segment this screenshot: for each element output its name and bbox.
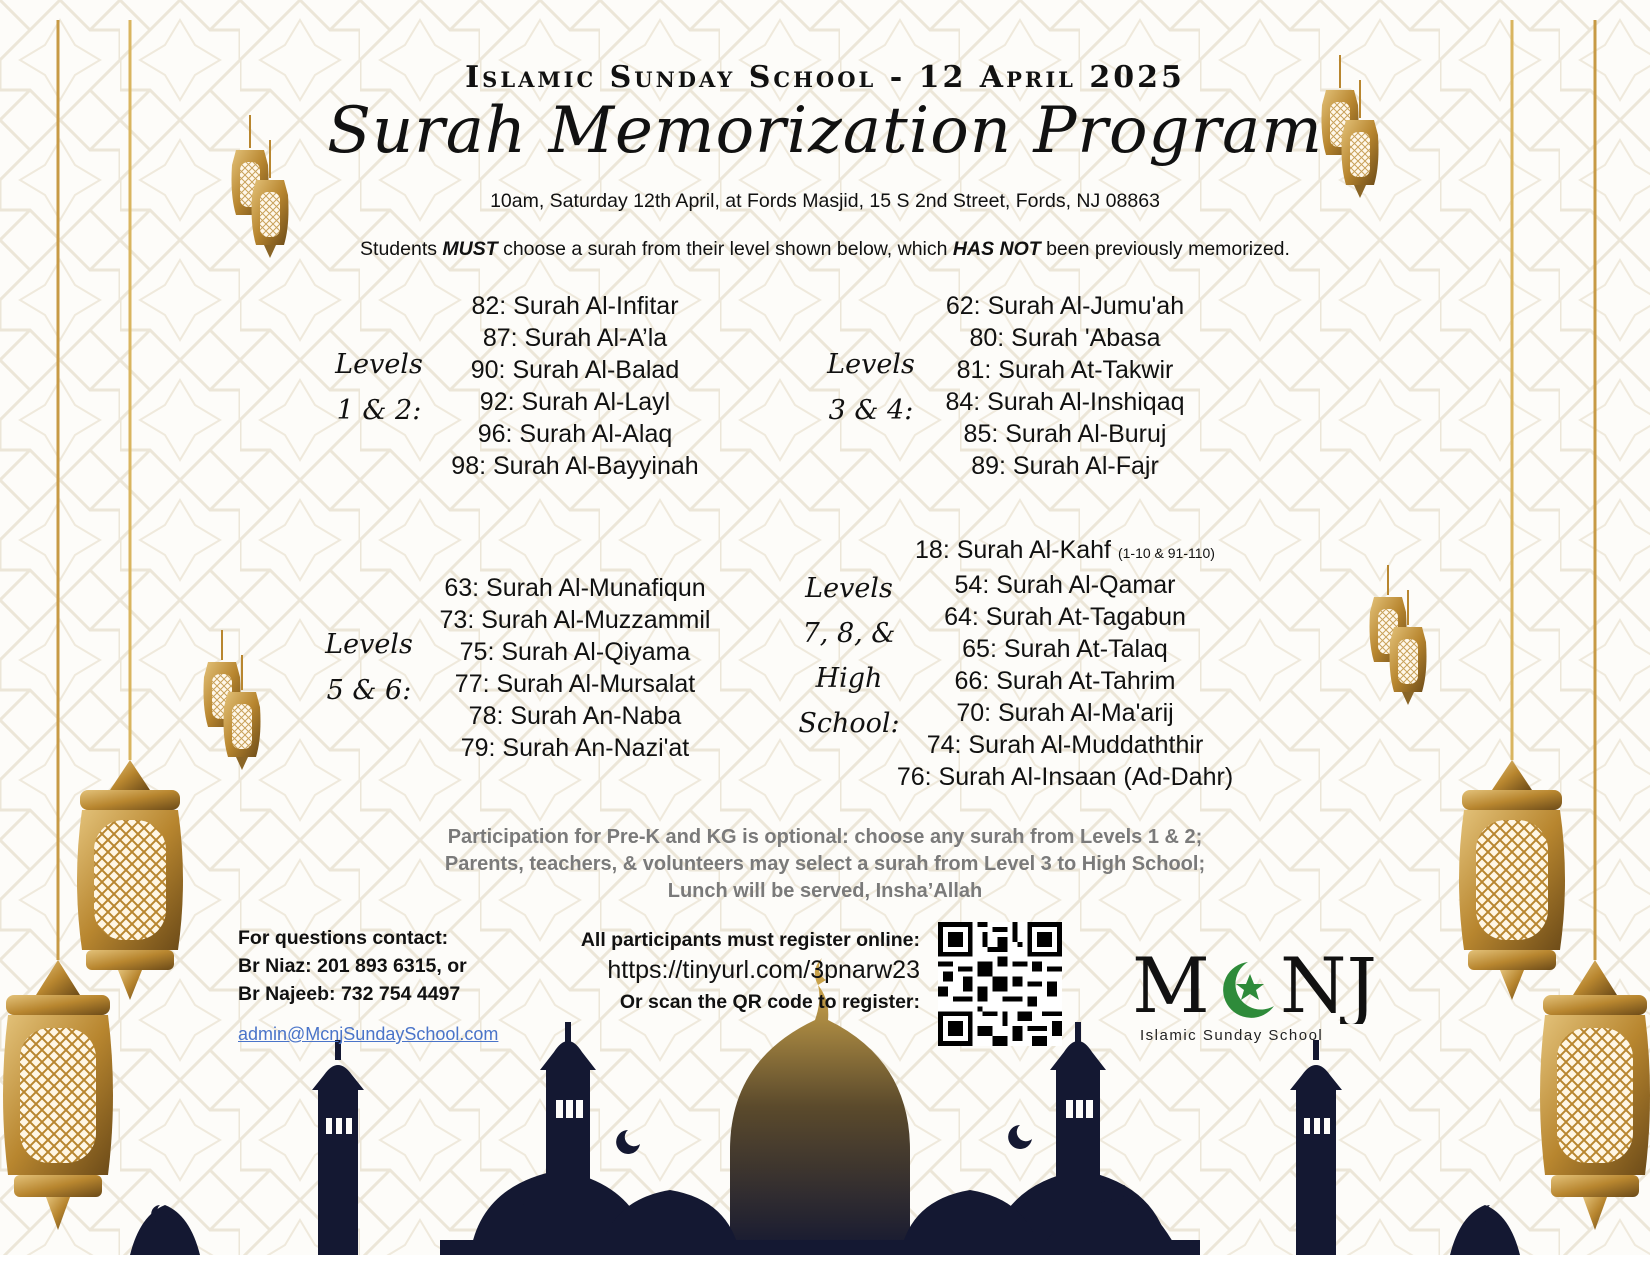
note-line: Lunch will be served, Insha’Allah — [667, 880, 983, 902]
surah-item: 84: Surah Al-Inshiqaq — [945, 388, 1185, 416]
level-label-line: High — [815, 663, 883, 694]
qr-instruction: Or scan the QR code to register: — [619, 991, 920, 1013]
level-label-line: Levels — [827, 349, 915, 380]
surah-item: 66: Surah At-Tahrim — [954, 667, 1176, 695]
surah-item: 87: Surah Al-A’la — [482, 324, 668, 352]
registration-block — [560, 929, 920, 1014]
instruction-must: MUST — [442, 238, 498, 260]
surah-item-kahf — [870, 534, 1260, 569]
surah-item: 82: Surah Al-Infitar — [471, 292, 679, 320]
surah-list-levels-5-6 — [420, 572, 730, 764]
event-info: 10am, Saturday 12th April, at Fords Masjid, 15 S 2nd Street, Fords, NJ 08863 — [490, 190, 1160, 212]
surah-item: 76: Surah Al-Insaan (Ad-Dahr) — [896, 763, 1234, 791]
level-label-3-4 — [812, 342, 930, 434]
surah-item: 63: Surah Al-Munafiqun — [444, 574, 706, 602]
surah-list-levels-1-2 — [430, 290, 720, 482]
logo-subtitle: Islamic Sunday School — [1140, 1027, 1324, 1044]
note-line: Parents, teachers, & volunteers may select a surah from Level 3 to High School; — [444, 853, 1206, 875]
surah-item: 70: Surah Al-Ma'arij — [956, 699, 1174, 727]
surah-item: 62: Surah Al-Jumu'ah — [945, 292, 1185, 320]
surah-item: 75: Surah Al-Qiyama — [459, 638, 691, 666]
surah-list-levels-7-8-high-school — [870, 534, 1260, 793]
page-title: Surah Memorization Program — [327, 94, 1323, 168]
surah-item: 96: Surah Al-Alaq — [477, 420, 673, 448]
contact-line: Br Niaz: 201 893 6315, or — [238, 955, 467, 977]
register-heading: All participants must register online: — [580, 929, 920, 951]
surah-item: 54: Surah Al-Qamar — [954, 571, 1176, 599]
surah-item-text: 18: Surah Al-Kahf — [915, 536, 1111, 564]
level-label-line: Levels — [805, 573, 893, 604]
svg-text:NJ: NJ — [1280, 944, 1377, 1024]
surah-item: 81: Surah At-Takwir — [956, 356, 1174, 384]
participation-notes — [0, 824, 1650, 905]
instruction-part2: choose a surah from their level shown below, which — [497, 238, 953, 260]
contact-heading: For questions contact: — [238, 927, 449, 949]
level-label-line: Levels — [335, 349, 423, 380]
instruction-has-not: HAS NOT — [952, 238, 1041, 260]
level-label-line: 7, 8, & — [802, 618, 896, 649]
register-url[interactable]: https://tinyurl.com/3pnarw23 — [607, 956, 920, 984]
level-label-line: School: — [798, 708, 900, 739]
svg-text:M: M — [1132, 944, 1210, 1024]
surah-item: 92: Surah Al-Layl — [479, 388, 671, 416]
level-label-line: 1 & 2: — [336, 395, 422, 426]
level-label-line: 5 & 6: — [326, 675, 412, 706]
surah-item: 85: Surah Al-Buruj — [963, 420, 1167, 448]
surah-item: 89: Surah Al-Fajr — [971, 452, 1159, 480]
level-label-line: 3 & 4: — [828, 395, 914, 426]
mcnj-logo — [1130, 944, 1390, 1044]
instruction-part3: been previously memorized. — [1040, 238, 1290, 260]
surah-item: 64: Surah At-Tagabun — [944, 603, 1186, 631]
level-label-5-6 — [310, 622, 428, 714]
surah-item: 79: Surah An-Nazi'at — [460, 734, 690, 762]
surah-item: 78: Surah An-Naba — [468, 702, 682, 730]
level-label-line: Levels — [325, 629, 413, 660]
school-date-heading: Islamic Sunday School - 12 April 2025 — [465, 60, 1185, 95]
level-label-1-2 — [320, 342, 438, 434]
note-line: Participation for Pre-K and KG is optional: choose any surah from Levels 1 & 2; — [447, 826, 1203, 848]
qr-code[interactable] — [938, 922, 1062, 1046]
surah-item: 74: Surah Al-Muddaththir — [926, 731, 1204, 759]
instruction-text — [0, 238, 1650, 261]
logo-mark-icon — [1130, 944, 1390, 1024]
surah-item: 77: Surah Al-Mursalat — [454, 670, 696, 698]
surah-item: 98: Surah Al-Bayyinah — [451, 452, 699, 480]
surah-list-levels-3-4 — [920, 290, 1210, 482]
surah-item: 65: Surah At-Talaq — [962, 635, 1168, 663]
contact-email-link[interactable]: admin@McnjSundaySchool.com — [238, 1024, 499, 1044]
surah-item: 80: Surah 'Abasa — [969, 324, 1161, 352]
contact-line: Br Najeeb: 732 754 4497 — [238, 983, 461, 1005]
instruction-part1: Students — [360, 238, 443, 260]
surah-item: 73: Surah Al-Muzzammil — [439, 606, 711, 634]
surah-verse-note: (1-10 & 91-110) — [1117, 545, 1215, 561]
surah-item: 90: Surah Al-Balad — [470, 356, 680, 384]
contact-block — [238, 924, 467, 1008]
